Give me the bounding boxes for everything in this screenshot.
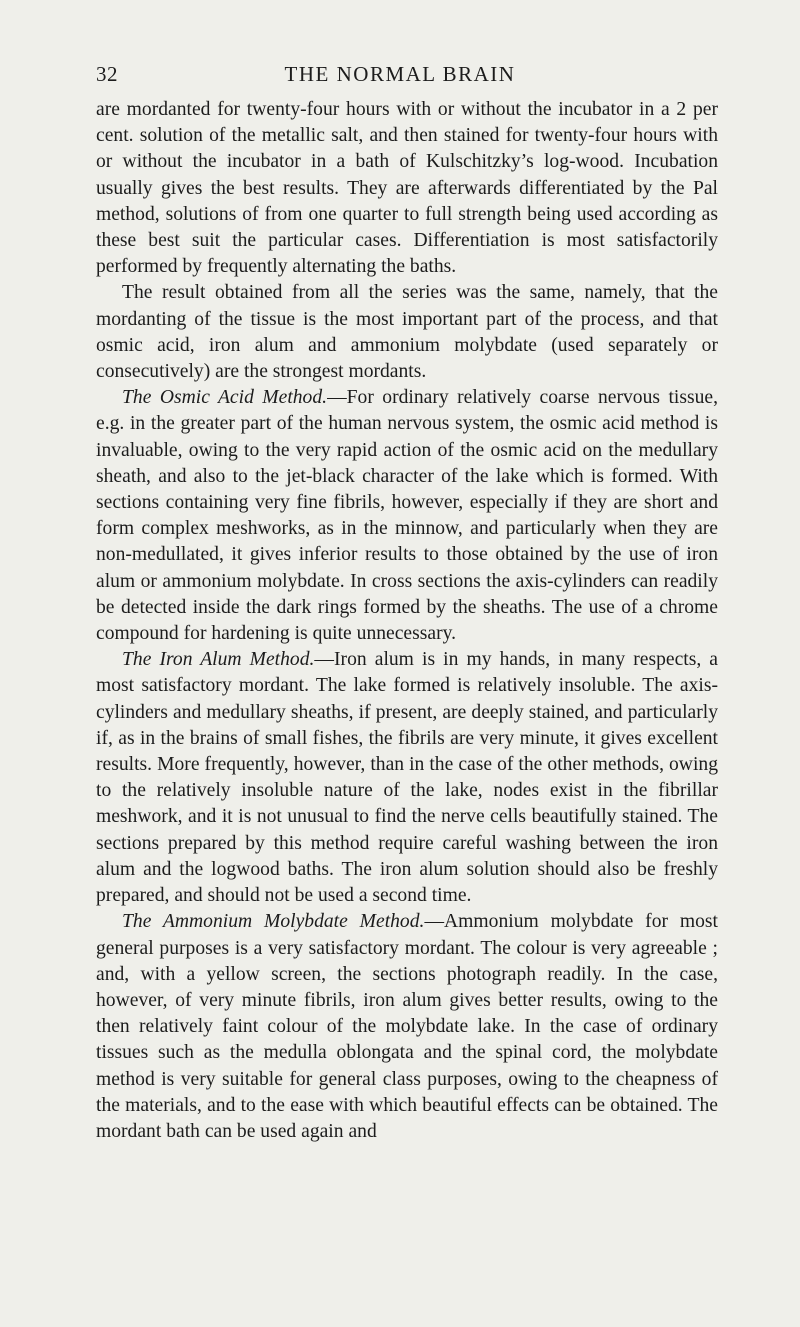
section-heading: The Osmic Acid Method. (122, 387, 328, 409)
section-heading: The Iron Alum Method. (122, 649, 315, 671)
body-text (96, 97, 718, 1145)
paragraph-osmic-acid-method (96, 385, 718, 647)
paragraph-iron-alum-method (96, 647, 718, 909)
paragraph-continued (96, 97, 718, 280)
page-header (0, 62, 800, 92)
page-number: 32 (96, 62, 118, 86)
paragraph-text: The result obtained from all the series was the same, namely, that the mordanting of the tissue is the most important part of the process, and that osmic acid, iron alum and ammonium molybdate (used separately or consecutively) are the strongest mordants. (96, 282, 718, 383)
paragraph-text: —Ammonium molybdate for most general purposes is a very satisfactory mordant. The colour is very agreeable ; and, with a yellow screen, the sections photograph readily. In the case, however, of very minute fibrils, iron alum gives better results, owing to the then relatively faint colour of the molybdate lake. In the case of ordinary tissues such as the medulla oblongata and the spinal cord, the molybdate method is very suitable for general class purposes, owing to the cheapness of the materials, and to the ease with which beautiful effects can be obtained. The mordant bath can be used again and (96, 911, 718, 1142)
paragraph-text: are mordanted for twenty-four hours with or without the incubator in a 2 per cent. solution of the metallic salt, and then stained for twenty-four hours with or without the incubator in a bath of Kulschitzky’s log-wood. Incubation usually gives the best results. They are afterwards differentiated by the Pal method, solutions of from one quarter to full strength being used according as these best suit the particular cases. Differentiation is most satisfactorily performed by frequently alternating the baths. (96, 99, 718, 278)
paragraph-text: —Iron alum is in my hands, in many respects, a most satisfactory mordant. The lake formed is relatively insoluble. The axis-cylinders and medullary sheaths, if present, are deeply stained, and particularly if, as in the brains of small fishes, the fibrils are very minute, it gives excellent results. More frequently, however, than in the case of the other methods, owing to the relatively insoluble nature of the lake, nodes exist in the fibrillar meshwork, and it is not unusual to find the nerve cells beautifully stained. The sections prepared by this method require careful washing between the iron alum and the logwood baths. The iron alum solution should also be freshly prepared, and should not be used a second time. (96, 649, 719, 907)
running-title: THE NORMAL BRAIN (284, 62, 516, 86)
paragraph-result (96, 280, 718, 385)
paragraph-text: —For ordinary relatively coarse nervous tissue, e.g. in the greater part of the human nervous system, the osmic acid method is invaluable, owing to the very rapid action of the osmic acid on the medullary sheath, and also to the jet-black character of the lake which is formed. With sections containing very fine fibrils, however, especially if they are short and form complex meshworks, as in the minnow, and particularly when they are non-medullated, it gives inferior results to those obtained by the use of iron alum or ammonium molybdate. In cross sections the axis-cylinders can readily be detected inside the dark rings formed by the sheaths. The use of a chrome compound for hardening is quite unnecessary. (96, 387, 718, 645)
paragraph-ammonium-molybdate-method (96, 909, 718, 1145)
section-heading: The Ammonium Molybdate Method. (122, 911, 425, 933)
